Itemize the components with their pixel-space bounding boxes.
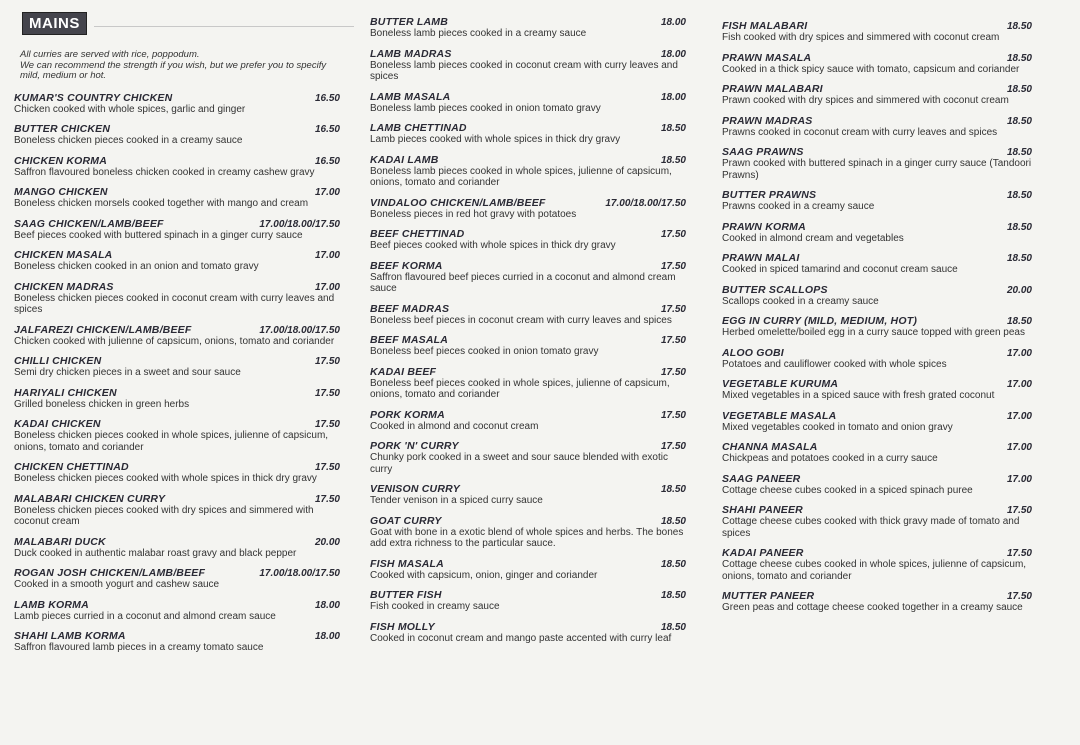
menu-item bbox=[370, 409, 686, 433]
dish-price: 18.50 bbox=[660, 558, 686, 570]
menu-item-header bbox=[722, 410, 1032, 422]
menu-item-header bbox=[14, 281, 340, 293]
dish-description: Herbed omelette/boiled egg in a curry sauce topped with green peas bbox=[722, 327, 1025, 338]
menu-item bbox=[370, 621, 686, 645]
menu-item bbox=[722, 378, 1032, 402]
dish-name: FISH MALABARI bbox=[722, 20, 808, 32]
dish-name: PORK KORMA bbox=[370, 408, 445, 421]
menu-item-header bbox=[370, 440, 686, 452]
dish-price: 17.50 bbox=[660, 303, 686, 315]
dish-name: ALOO GOBI bbox=[722, 346, 784, 359]
dish-price: 17.00/18.00/17.50 bbox=[259, 324, 340, 336]
dish-price: 17.00 bbox=[314, 250, 340, 261]
dish-price: 17.00/18.00/17.50 bbox=[259, 568, 340, 579]
dish-description: Mixed vegetables cooked in tomato and onion gravy bbox=[722, 421, 953, 433]
menu-item bbox=[14, 567, 340, 591]
dish-name: KUMAR'S COUNTRY CHICKEN bbox=[14, 91, 173, 104]
menu-item bbox=[14, 281, 340, 316]
dish-price: 17.50 bbox=[1006, 505, 1032, 516]
dish-name: KADAI LAMB bbox=[370, 153, 439, 166]
menu-item-header bbox=[370, 91, 686, 103]
menu-item-header bbox=[370, 334, 686, 346]
menu-item bbox=[370, 515, 686, 550]
menu-column-2 bbox=[370, 0, 686, 652]
menu-item-header bbox=[14, 418, 340, 430]
dish-name: BEEF MASALA bbox=[370, 334, 449, 346]
dish-price: 20.00 bbox=[1006, 284, 1032, 296]
dish-name: PRAWN KORMA bbox=[722, 220, 806, 233]
menu-item-header bbox=[370, 558, 686, 570]
dish-name: LAMB MADRAS bbox=[370, 47, 452, 60]
dish-price: 18.00 bbox=[660, 91, 686, 103]
menu-item-header bbox=[370, 154, 686, 166]
dish-name: FISH MOLLY bbox=[370, 620, 435, 633]
menu-item bbox=[370, 122, 686, 146]
dish-name: EGG IN CURRY (MILD, MEDIUM, HOT) bbox=[722, 315, 918, 327]
menu-item-header bbox=[722, 52, 1032, 64]
menu-item bbox=[370, 154, 686, 189]
dish-price: 17.50 bbox=[1006, 548, 1032, 559]
dish-name: KADAI CHICKEN bbox=[14, 418, 101, 430]
dish-description: Boneless lamb pieces cooked in a creamy sauce bbox=[370, 28, 587, 39]
dish-name: GOAT CURRY bbox=[370, 514, 442, 527]
menu-item-header bbox=[370, 16, 686, 28]
dish-description: Green peas and cottage cheese cooked together in a creamy sauce bbox=[722, 602, 1023, 613]
dish-price: 18.50 bbox=[1006, 84, 1032, 95]
menu-item-header bbox=[14, 155, 340, 167]
menu-item bbox=[14, 355, 340, 379]
dish-name: CHILLI CHICKEN bbox=[14, 355, 102, 367]
dish-description: Chicken cooked with whole spices, garlic and ginger bbox=[14, 103, 246, 115]
dish-description: Cooked in almond cream and vegetables bbox=[722, 232, 904, 244]
dish-description: Cooked in a smooth yogurt and cashew sauce bbox=[14, 579, 220, 590]
menu-item bbox=[722, 504, 1032, 539]
menu-item bbox=[14, 630, 340, 654]
menu-item-header bbox=[14, 249, 340, 261]
dish-price: 18.00 bbox=[660, 48, 686, 60]
menu-item-header bbox=[370, 366, 686, 378]
menu-item bbox=[370, 366, 686, 401]
dish-description: Saffron flavoured boneless chicken cooked in creamy cashew gravy bbox=[14, 166, 315, 178]
dish-description: Beef pieces cooked with whole spices in thick dry gravy bbox=[370, 240, 616, 251]
dish-name: LAMB KORMA bbox=[14, 598, 89, 611]
dish-price: 17.00/18.00/17.50 bbox=[259, 218, 340, 230]
dish-description: Duck cooked in authentic malabar roast gravy and black pepper bbox=[14, 547, 297, 559]
dish-description: Semi dry chicken pieces in a sweet and sour sauce bbox=[14, 367, 241, 378]
menu-item-header bbox=[722, 146, 1032, 158]
menu-item bbox=[14, 218, 340, 242]
dish-description: Cooked with capsicum, onion, ginger and coriander bbox=[370, 569, 598, 581]
menu-item-header bbox=[14, 630, 340, 642]
dish-name: SHAHI LAMB KORMA bbox=[14, 630, 126, 642]
menu-item bbox=[722, 441, 1032, 465]
menu-item-header bbox=[722, 378, 1032, 390]
menu-item-header bbox=[370, 122, 686, 134]
menu-item bbox=[14, 418, 340, 453]
dish-description: Prawns cooked in coconut cream with curry leaves and spices bbox=[722, 126, 998, 138]
dish-price: 17.50 bbox=[660, 335, 686, 346]
dish-description: Boneless chicken pieces cooked in coconut cream with curry leaves and spices bbox=[14, 292, 335, 315]
dish-price: 17.50 bbox=[1006, 591, 1032, 602]
dish-name: BEEF CHETTINAD bbox=[370, 228, 465, 240]
menu-item bbox=[14, 461, 340, 485]
dish-price: 20.00 bbox=[314, 536, 340, 548]
menu-item bbox=[370, 16, 686, 40]
dish-name: BUTTER FISH bbox=[370, 589, 442, 601]
menu-item-header bbox=[370, 515, 686, 527]
dish-price: 18.50 bbox=[1006, 52, 1032, 64]
dish-description: Boneless beef pieces cooked in whole spices, julienne of capsicum, onions, tomato and coriander bbox=[370, 377, 670, 400]
dish-name: BUTTER SCALLOPS bbox=[722, 283, 828, 296]
menu-item bbox=[722, 189, 1032, 213]
menu-item-header bbox=[14, 92, 340, 104]
menu-items bbox=[370, 16, 686, 644]
dish-description: Boneless chicken pieces cooked in a creamy sauce bbox=[14, 135, 243, 146]
dish-name: CHANNA MASALA bbox=[722, 441, 818, 453]
dish-name: MALABARI DUCK bbox=[14, 535, 106, 548]
menu-item-header bbox=[370, 483, 686, 495]
dish-description: Boneless chicken cooked in an onion and tomato gravy bbox=[14, 261, 259, 272]
dish-description: Saffron flavoured beef pieces curried in a coconut and almond cream sauce bbox=[370, 271, 676, 294]
menu-item bbox=[14, 249, 340, 273]
menu-item bbox=[722, 146, 1032, 181]
menu-item bbox=[722, 20, 1032, 44]
menu-item bbox=[722, 347, 1032, 371]
menu-item bbox=[370, 197, 686, 221]
menu-item-header bbox=[14, 324, 340, 336]
menu-item-header bbox=[14, 461, 340, 473]
dish-name: PRAWN MADRAS bbox=[722, 114, 813, 127]
dish-price: 17.00/18.00/17.50 bbox=[605, 197, 686, 209]
dish-price: 18.50 bbox=[1006, 21, 1032, 32]
dish-price: 17.00 bbox=[314, 187, 340, 198]
dish-description: Boneless chicken pieces cooked with dry spices and simmered with coconut cream bbox=[14, 504, 314, 527]
menu-item-header bbox=[722, 221, 1032, 233]
menu-item bbox=[370, 48, 686, 83]
dish-price: 18.50 bbox=[1006, 253, 1032, 264]
dish-description: Cottage cheese cubes cooked in whole spices, julienne of capsicum, onions, tomato and coriander bbox=[722, 559, 1027, 582]
dish-price: 16.50 bbox=[314, 124, 340, 135]
menu-item bbox=[14, 123, 340, 147]
dish-price: 16.50 bbox=[314, 155, 340, 167]
dish-description: Grilled boneless chicken in green herbs bbox=[14, 398, 190, 410]
dish-name: MUTTER PANEER bbox=[722, 590, 815, 602]
header-divider bbox=[94, 26, 354, 27]
menu-item bbox=[14, 387, 340, 411]
dish-description: Cooked in a thick spicy sauce with tomato, capsicum and coriander bbox=[722, 63, 1020, 75]
dish-description: Boneless chicken morsels cooked together with mango and cream bbox=[14, 198, 309, 209]
menu-item-header bbox=[370, 197, 686, 209]
menu-item-header bbox=[14, 218, 340, 230]
dish-name: BEEF KORMA bbox=[370, 259, 443, 272]
dish-description: Prawn cooked with dry spices and simmered with coconut cream bbox=[722, 95, 1009, 106]
menu-item-header bbox=[722, 83, 1032, 95]
menu-intro bbox=[20, 50, 340, 82]
menu-item-header bbox=[722, 473, 1032, 485]
menu-item bbox=[370, 228, 686, 252]
dish-price: 18.50 bbox=[660, 123, 686, 134]
dish-description: Cooked in coconut cream and mango paste accented with curry leaf bbox=[370, 632, 672, 644]
menu-item bbox=[370, 303, 686, 327]
dish-name: LAMB CHETTINAD bbox=[370, 122, 467, 134]
menu-item bbox=[722, 315, 1032, 339]
menu-item bbox=[370, 260, 686, 295]
menu-item bbox=[722, 284, 1032, 308]
menu-item bbox=[370, 334, 686, 358]
dish-price: 17.50 bbox=[314, 493, 340, 505]
dish-price: 18.50 bbox=[660, 154, 686, 166]
menu-item bbox=[722, 590, 1032, 614]
menu-item bbox=[14, 493, 340, 528]
section-title: MAINS bbox=[22, 12, 87, 35]
dish-description: Cottage cheese cubes cooked with thick gravy made of tomato and spices bbox=[722, 516, 1020, 539]
dish-price: 18.50 bbox=[660, 484, 686, 495]
dish-name: PRAWN MASALA bbox=[722, 51, 812, 64]
menu-item-header bbox=[722, 315, 1032, 327]
dish-price: 17.00 bbox=[1006, 442, 1032, 453]
dish-name: BEEF MADRAS bbox=[370, 302, 450, 315]
menu-item bbox=[370, 440, 686, 475]
menu-column-1 bbox=[14, 0, 340, 662]
dish-name: SHAHI PANEER bbox=[722, 504, 803, 516]
dish-price: 17.50 bbox=[314, 356, 340, 367]
menu-item bbox=[722, 52, 1032, 76]
dish-description: Cottage cheese cubes cooked in a spiced spinach puree bbox=[722, 484, 973, 496]
menu-item-header bbox=[14, 387, 340, 399]
dish-description: Chickpeas and potatoes cooked in a curry sauce bbox=[722, 453, 938, 464]
menu-items bbox=[722, 20, 1032, 614]
dish-description: Prawns cooked in a creamy sauce bbox=[722, 201, 875, 212]
dish-description: Saffron flavoured lamb pieces in a creamy tomato sauce bbox=[14, 642, 264, 653]
dish-name: PRAWN MALABARI bbox=[722, 83, 823, 95]
dish-price: 18.50 bbox=[1006, 316, 1032, 327]
dish-name: VEGETABLE KURUMA bbox=[722, 378, 839, 390]
menu-item-header bbox=[370, 48, 686, 60]
dish-name: SAAG CHICKEN/LAMB/BEEF bbox=[14, 217, 164, 230]
menu-header bbox=[14, 0, 340, 38]
menu-item-header bbox=[14, 536, 340, 548]
dish-name: CHICKEN MASALA bbox=[14, 249, 113, 261]
dish-description: Cooked in almond and coconut cream bbox=[370, 420, 539, 432]
dish-name: CHICKEN KORMA bbox=[14, 154, 108, 167]
menu-item-header bbox=[14, 123, 340, 135]
menu-item-header bbox=[722, 547, 1032, 559]
menu-item bbox=[14, 599, 340, 623]
menu-item bbox=[722, 252, 1032, 276]
dish-description: Lamb pieces cooked with whole spices in thick dry gravy bbox=[370, 134, 621, 145]
dish-price: 17.50 bbox=[314, 462, 340, 473]
dish-description: Boneless beef pieces in coconut cream with curry leaves and spices bbox=[370, 314, 672, 326]
menu-item bbox=[722, 83, 1032, 107]
dish-price: 17.00 bbox=[1006, 473, 1032, 485]
dish-price: 17.50 bbox=[660, 441, 686, 452]
dish-description: Boneless lamb pieces cooked in onion tomato gravy bbox=[370, 102, 601, 114]
menu-item-header bbox=[14, 355, 340, 367]
dish-description: Boneless chicken pieces cooked in whole spices, julienne of capsicum, onions, tomato and coriander bbox=[14, 430, 329, 453]
dish-description: Potatoes and cauliflower cooked with whole spices bbox=[722, 358, 947, 370]
menu-item bbox=[14, 186, 340, 210]
dish-price: 17.50 bbox=[660, 409, 686, 421]
dish-name: KADAI PANEER bbox=[722, 547, 804, 559]
dish-price: 18.50 bbox=[1006, 221, 1032, 233]
dish-name: JALFAREZI CHICKEN/LAMB/BEEF bbox=[14, 323, 192, 336]
menu-item-header bbox=[722, 590, 1032, 602]
dish-name: SAAG PANEER bbox=[722, 472, 801, 485]
dish-price: 16.50 bbox=[314, 92, 340, 104]
dish-description: Lamb pieces curried in a coconut and almond cream sauce bbox=[14, 610, 276, 622]
intro-line: We can recommend the strength if you wish, but we prefer you to specify bbox=[20, 59, 327, 71]
menu-item bbox=[14, 155, 340, 179]
menu-item bbox=[722, 473, 1032, 497]
dish-description: Boneless lamb pieces cooked in coconut cream with curry leaves and spices bbox=[370, 59, 678, 82]
dish-name: LAMB MASALA bbox=[370, 90, 451, 103]
dish-price: 17.50 bbox=[660, 366, 686, 378]
dish-price: 18.00 bbox=[314, 631, 340, 642]
dish-description: Chunky pork cooked in a sweet and sour sauce blended with exotic curry bbox=[370, 452, 668, 475]
menu-item-header bbox=[14, 567, 340, 579]
dish-name: MANGO CHICKEN bbox=[14, 186, 108, 198]
menu-item bbox=[14, 92, 340, 116]
dish-description: Cooked in spiced tamarind and coconut cream sauce bbox=[722, 264, 958, 275]
dish-name: VENISON CURRY bbox=[370, 483, 460, 495]
dish-description: Beef pieces cooked with buttered spinach in a ginger curry sauce bbox=[14, 229, 303, 241]
dish-description: Boneless pieces in red hot gravy with potatoes bbox=[370, 208, 577, 220]
menu-item-header bbox=[722, 115, 1032, 127]
dish-description: Mixed vegetables in a spiced sauce with fresh grated coconut bbox=[722, 390, 995, 401]
dish-description: Goat with bone in a exotic blend of whole spices and herbs. The bones add extra richness to the particular sauce. bbox=[370, 526, 684, 549]
menu-item bbox=[722, 410, 1032, 434]
dish-price: 17.50 bbox=[660, 229, 686, 240]
menu-item bbox=[14, 536, 340, 560]
intro-line: All curries are served with rice, poppodum. bbox=[20, 49, 200, 60]
dish-price: 18.50 bbox=[660, 590, 686, 601]
menu-column-3 bbox=[722, 0, 1032, 622]
menu-item-header bbox=[722, 504, 1032, 516]
dish-name: BUTTER CHICKEN bbox=[14, 123, 111, 135]
dish-price: 18.50 bbox=[660, 515, 686, 527]
dish-name: BUTTER PRAWNS bbox=[722, 189, 817, 201]
dish-name: KADAI BEEF bbox=[370, 365, 437, 378]
dish-description: Boneless chicken pieces cooked with whole spices in thick dry gravy bbox=[14, 473, 317, 484]
menu-item bbox=[722, 221, 1032, 245]
dish-name: CHICKEN MADRAS bbox=[14, 280, 114, 293]
dish-price: 18.50 bbox=[1006, 147, 1032, 158]
dish-name: PORK 'N' CURRY bbox=[370, 440, 459, 452]
menu-item-header bbox=[14, 186, 340, 198]
dish-price: 18.50 bbox=[1006, 190, 1032, 201]
menu-item bbox=[722, 547, 1032, 582]
menu-item bbox=[722, 115, 1032, 139]
menu-item-header bbox=[722, 284, 1032, 296]
menu-item-header bbox=[370, 409, 686, 421]
dish-price: 17.00 bbox=[1006, 347, 1032, 359]
menu-item bbox=[370, 483, 686, 507]
menu-item-header bbox=[722, 347, 1032, 359]
menu-item-header bbox=[722, 252, 1032, 264]
dish-name: CHICKEN CHETTINAD bbox=[14, 461, 129, 473]
menu-item-header bbox=[370, 228, 686, 240]
dish-description: Boneless beef pieces cooked in onion tomato gravy bbox=[370, 346, 599, 357]
dish-name: MALABARI CHICKEN CURRY bbox=[14, 492, 166, 505]
dish-price: 17.00 bbox=[1006, 379, 1032, 390]
dish-name: VEGETABLE MASALA bbox=[722, 409, 837, 422]
menu-item-header bbox=[370, 589, 686, 601]
dish-description: Fish cooked with dry spices and simmered with coconut cream bbox=[722, 32, 1000, 43]
menu-item bbox=[14, 324, 340, 348]
dish-name: VINDALOO CHICKEN/LAMB/BEEF bbox=[370, 196, 546, 209]
menu-item-header bbox=[14, 493, 340, 505]
menu-items bbox=[14, 92, 340, 654]
dish-description: Chicken cooked with julienne of capsicum, onions, tomato and coriander bbox=[14, 335, 335, 347]
dish-name: BUTTER LAMB bbox=[370, 16, 449, 28]
dish-price: 17.00 bbox=[1006, 410, 1032, 422]
menu-item-header bbox=[370, 260, 686, 272]
menu-item bbox=[370, 589, 686, 613]
dish-description: Prawn cooked with buttered spinach in a ginger curry sauce (Tandoori Prawns) bbox=[722, 158, 1032, 181]
dish-description: Tender venison in a spiced curry sauce bbox=[370, 495, 543, 506]
menu-item-header bbox=[722, 189, 1032, 201]
dish-description: Scallops cooked in a creamy sauce bbox=[722, 295, 879, 307]
menu-item-header bbox=[722, 441, 1032, 453]
dish-price: 18.50 bbox=[660, 621, 686, 633]
dish-name: ROGAN JOSH CHICKEN/LAMB/BEEF bbox=[14, 567, 206, 579]
dish-description: Boneless lamb pieces cooked in whole spices, julienne of capsicum, onions, tomato and coriander bbox=[370, 165, 672, 188]
dish-name: HARIYALI CHICKEN bbox=[14, 386, 117, 399]
intro-line: mild, medium or hot. bbox=[20, 70, 107, 81]
dish-name: SAAG PRAWNS bbox=[722, 146, 804, 158]
dish-price: 18.50 bbox=[1006, 115, 1032, 127]
dish-name: PRAWN MALAI bbox=[722, 252, 800, 264]
dish-name: FISH MASALA bbox=[370, 557, 444, 570]
dish-price: 17.50 bbox=[660, 260, 686, 272]
dish-price: 18.00 bbox=[314, 599, 340, 611]
dish-price: 18.00 bbox=[660, 17, 686, 28]
dish-description: Fish cooked in creamy sauce bbox=[370, 601, 500, 612]
dish-price: 17.50 bbox=[314, 387, 340, 399]
menu-item bbox=[370, 558, 686, 582]
dish-price: 17.50 bbox=[314, 419, 340, 430]
menu-item-header bbox=[370, 621, 686, 633]
menu-item bbox=[370, 91, 686, 115]
dish-price: 17.00 bbox=[314, 281, 340, 293]
menu-item-header bbox=[722, 20, 1032, 32]
menu-item-header bbox=[370, 303, 686, 315]
menu-item-header bbox=[14, 599, 340, 611]
